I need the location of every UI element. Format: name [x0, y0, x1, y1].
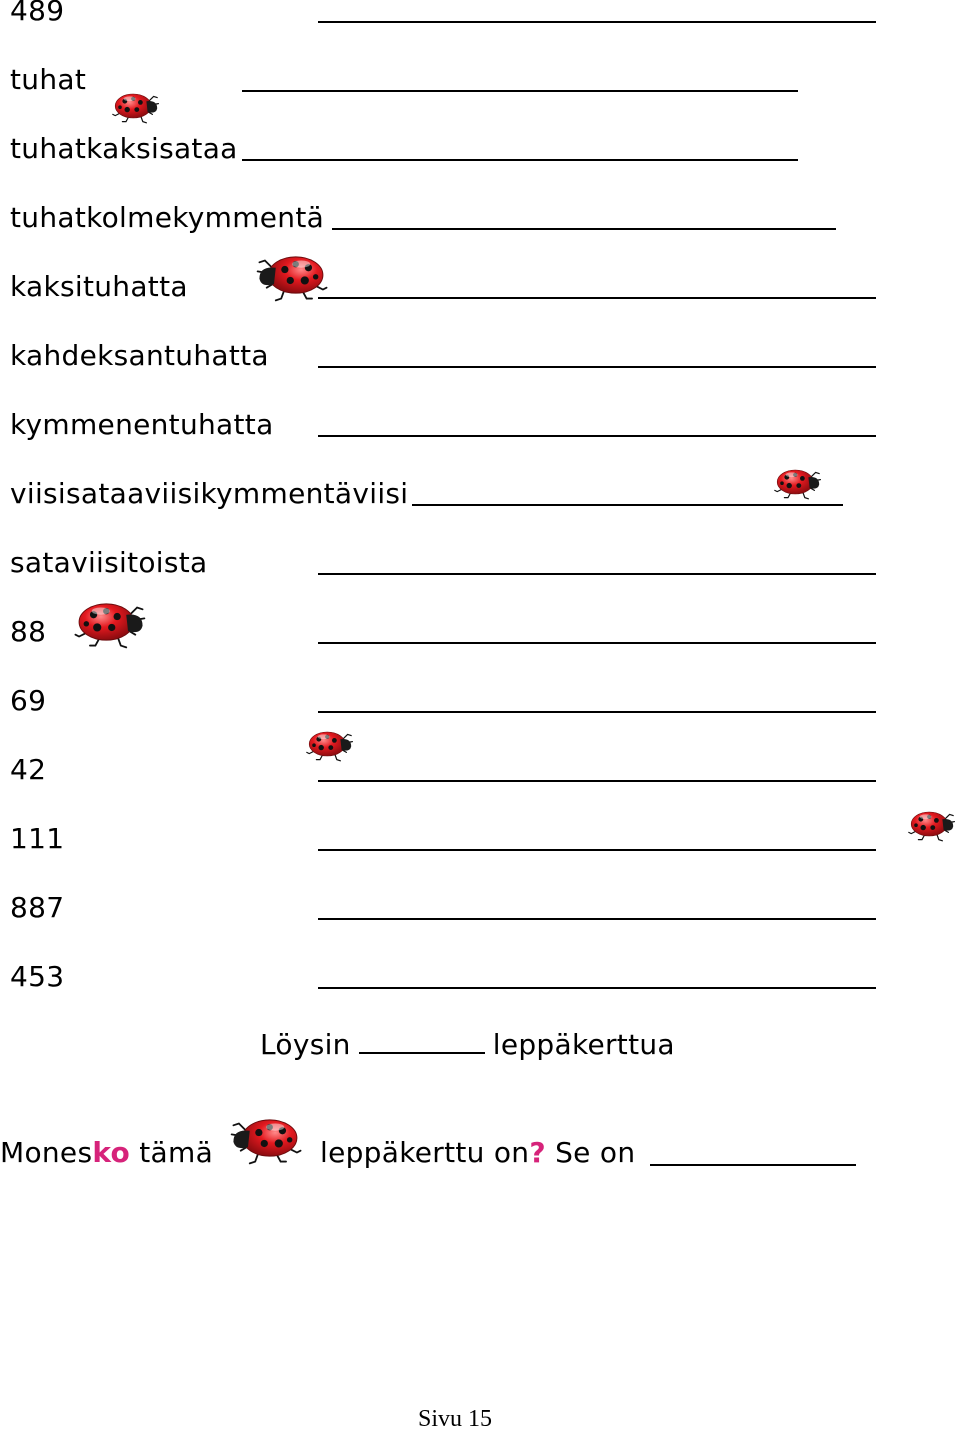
- found-prefix: Löysin: [260, 1028, 351, 1061]
- question-mark: ?: [529, 1136, 546, 1169]
- answer-line[interactable]: [318, 573, 876, 575]
- ladybug-icon[interactable]: [300, 726, 358, 762]
- ladybug-icon[interactable]: [228, 1106, 306, 1170]
- answer-line[interactable]: [318, 987, 876, 989]
- ladybug-icon[interactable]: [70, 590, 148, 654]
- row-label-tuhat: tuhat: [10, 63, 87, 96]
- answer-line[interactable]: [332, 228, 836, 230]
- answer-line[interactable]: [412, 504, 843, 506]
- answer-line[interactable]: [318, 780, 876, 782]
- row-label-69: 69: [10, 684, 47, 717]
- found-count-blank[interactable]: [359, 1028, 485, 1054]
- page-number: Sivu 15: [418, 1406, 493, 1432]
- question-part-1: [0, 1136, 213, 1170]
- ladybug-icon[interactable]: [768, 464, 826, 500]
- row-label-viisisataaviisikymmentaviisi: viisisataaviisikymmentäviisi: [10, 477, 409, 510]
- question-word-tama: tämä: [139, 1136, 214, 1169]
- ladybug-icon[interactable]: [902, 806, 960, 842]
- question-highlight-ko: ko: [92, 1136, 131, 1169]
- answer-line[interactable]: [318, 711, 876, 713]
- found-suffix: leppäkerttua: [492, 1028, 675, 1061]
- ladybug-icon[interactable]: [106, 88, 164, 124]
- answer-line[interactable]: [318, 642, 876, 644]
- row-label-111: 111: [10, 822, 65, 855]
- question-word-se-on: Se on: [555, 1136, 636, 1169]
- ordinal-answer-line[interactable]: [650, 1164, 856, 1166]
- answer-line[interactable]: [318, 849, 876, 851]
- row-label-kaksituhatta: kaksituhatta: [10, 270, 188, 303]
- question-word-mones: Mones: [0, 1136, 93, 1169]
- answer-line[interactable]: [318, 366, 876, 368]
- row-label-tuhatkaksisataa: tuhatkaksisataa: [10, 132, 238, 165]
- question-word-leppakerttu-on: leppäkerttu on: [320, 1136, 530, 1169]
- answer-line[interactable]: [318, 21, 876, 23]
- row-label-453: 453: [10, 960, 65, 993]
- row-label-kahdeksantuhatta: kahdeksantuhatta: [10, 339, 269, 372]
- found-count-sentence: [260, 1028, 675, 1062]
- row-label-489: 489: [10, 0, 65, 27]
- answer-line[interactable]: [318, 435, 876, 437]
- answer-line[interactable]: [318, 297, 876, 299]
- row-label-sataviisitoista: sataviisitoista: [10, 546, 208, 579]
- answer-line[interactable]: [242, 159, 798, 161]
- row-label-kymmenentuhatta: kymmenentuhatta: [10, 408, 274, 441]
- row-label-tuhatkolmekymmenta: tuhatkolmekymmentä: [10, 201, 325, 234]
- question-part-2: [320, 1136, 635, 1170]
- answer-line[interactable]: [318, 918, 876, 920]
- row-label-88: 88: [10, 615, 47, 648]
- answer-line[interactable]: [242, 90, 798, 92]
- row-label-887: 887: [10, 891, 65, 924]
- row-label-42: 42: [10, 753, 47, 786]
- ladybug-icon[interactable]: [254, 244, 332, 306]
